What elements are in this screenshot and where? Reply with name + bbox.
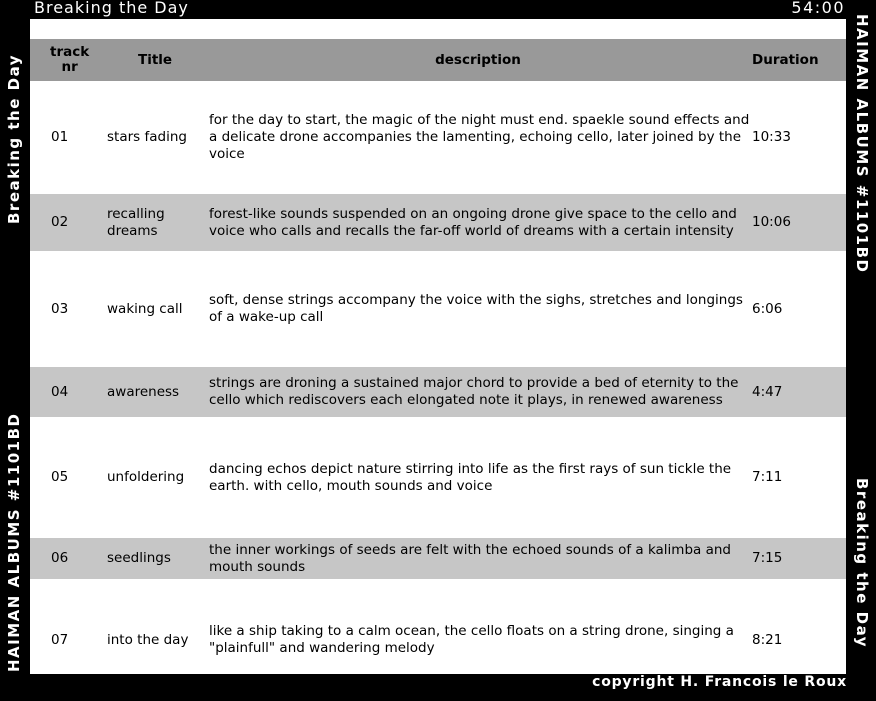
track-duration: 7:15 <box>752 550 783 566</box>
side-label-left-catalog: HAIMAN ALBUMS #1101BD <box>5 412 23 672</box>
track-title: into the day <box>107 631 189 648</box>
track-title: waking call <box>107 300 183 317</box>
track-title: unfoldering <box>107 469 185 485</box>
track-nr: 03 <box>51 300 69 317</box>
track-description: dancing echos depict nature stirring into life as the first rays of sun tickle the earth. with cello, mouth sounds and voice <box>209 460 732 494</box>
track-title: awareness <box>107 383 180 400</box>
track-duration: 8:21 <box>752 631 783 648</box>
track-duration: 10:33 <box>752 129 791 145</box>
table-row <box>30 251 846 367</box>
track-duration: 4:47 <box>752 383 783 400</box>
table-row <box>30 538 846 579</box>
track-description: forest-like sounds suspended on an ongoing drone give space to the cello and voice who calls and recalls the far-off world of dreams with a certain intensity <box>209 205 737 239</box>
album-title: Breaking the Day <box>34 0 189 17</box>
side-label-right-catalog: HAIMAN ALBUMS #1101BD <box>853 14 871 274</box>
track-nr: 04 <box>51 383 69 400</box>
track-nr: 01 <box>51 129 69 145</box>
track-nr: 07 <box>51 631 69 648</box>
copyright-notice: copyright H. Francois le Roux <box>592 674 847 690</box>
table-row <box>30 81 846 194</box>
header-title: Title <box>138 51 173 68</box>
header-duration: Duration <box>752 51 819 68</box>
track-duration: 10:06 <box>752 214 791 230</box>
header-track-nr: track nr <box>50 44 90 75</box>
track-description: the inner workings of seeds are felt with the echoed sounds of a kalimba and mouth sounds <box>209 541 731 575</box>
track-title: stars fading <box>107 129 187 145</box>
table-row <box>30 367 846 417</box>
tracklist-panel <box>30 19 846 674</box>
track-duration: 7:11 <box>752 469 783 485</box>
total-duration: 54:00 <box>791 0 845 17</box>
side-label-left-title: Breaking the Day <box>5 53 23 224</box>
table-row <box>30 194 846 251</box>
track-description: for the day to start, the magic of the night must end. spaekle sound effects and a delicate drone accompanies the lamenting, echoing cello, later joined by the voice <box>209 112 750 162</box>
table-header <box>30 39 846 81</box>
track-title: seedlings <box>107 550 171 566</box>
track-nr: 06 <box>51 550 69 566</box>
table-row <box>30 417 846 538</box>
track-description: soft, dense strings accompany the voice with the sighs, stretches and longings of a wake-up call <box>209 292 743 325</box>
track-description: like a ship taking to a calm ocean, the cello floats on a string drone, singing a "plainfull" and wandering melody <box>209 623 734 656</box>
header-description: description <box>435 51 521 68</box>
track-nr: 02 <box>51 214 69 230</box>
track-description: strings are droning a sustained major chord to provide a bed of eternity to the cello which rediscovers each elongated note it plays, in renewed awareness <box>209 375 739 408</box>
side-label-right-title: Breaking the Day <box>853 478 871 649</box>
track-title: recalling dreams <box>107 205 165 239</box>
track-nr: 05 <box>51 469 69 485</box>
track-duration: 6:06 <box>752 300 783 317</box>
